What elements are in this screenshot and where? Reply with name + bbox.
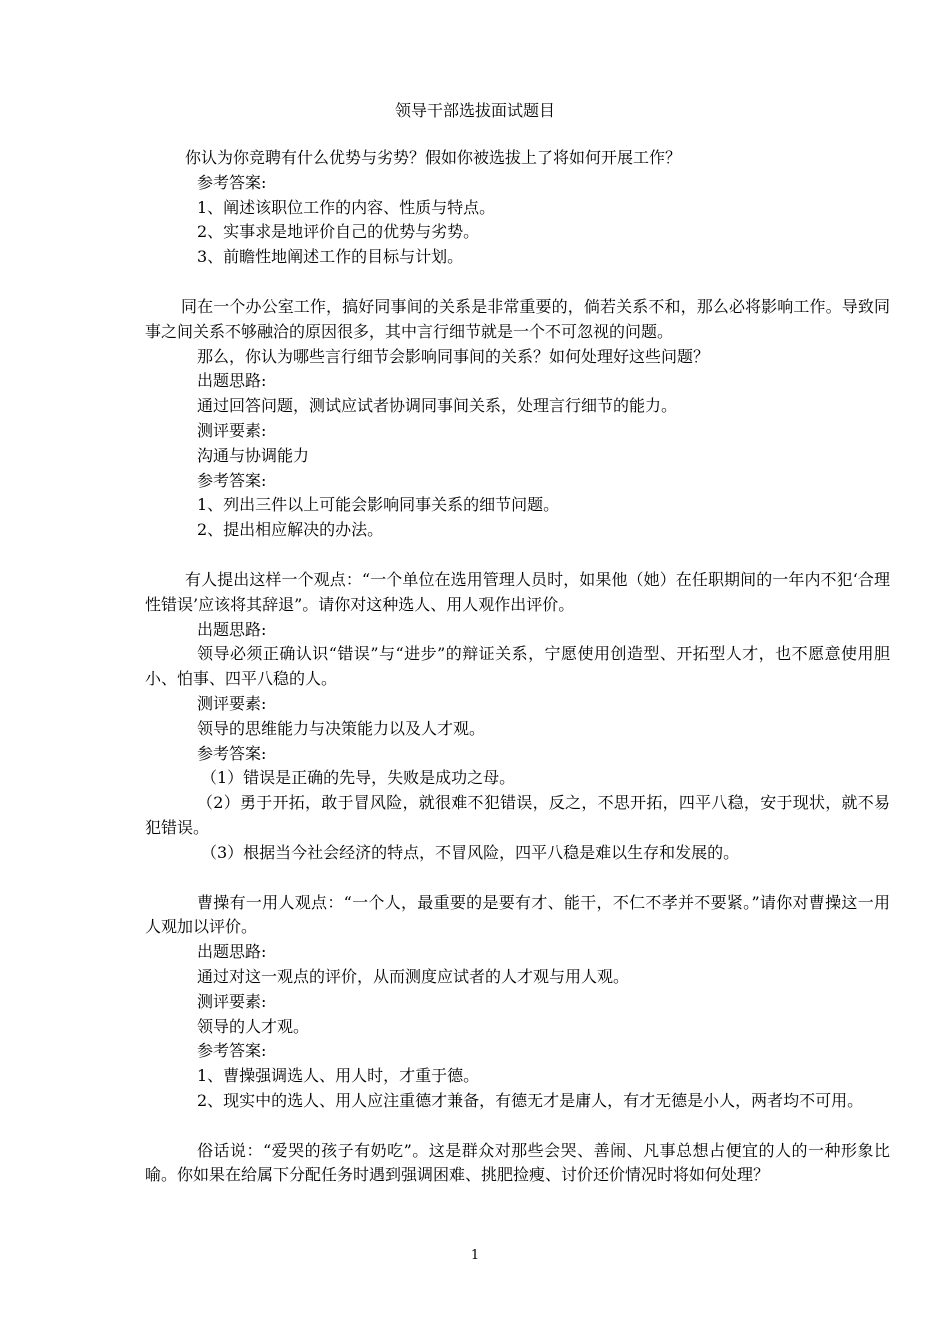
q1-answer-3: 3、前瞻性地阐述工作的目标与计划。 bbox=[197, 247, 464, 267]
q3-idea-label: 出题思路: bbox=[197, 619, 267, 639]
q3-element-label: 测评要素: bbox=[197, 693, 267, 713]
q4-question: 曹操有一用人观点：“一个人，最重要的是要有才、能干，不仁不孝并不要紧。”请你对曹操这一用人观加以评价。 bbox=[145, 892, 890, 937]
q2-element: 沟通与协调能力 bbox=[197, 445, 310, 465]
q2-idea: 通过回答问题，测试应试者协调同事间关系，处理言行细节的能力。 bbox=[197, 396, 678, 416]
q2-intro: 同在一个办公室工作，搞好同事间的关系是非常重要的，倘若关系不和，那么必将影响工作。导致同事之间关系不够融洽的原因很多，其中言行细节就是一个不可忽视的问题。 bbox=[145, 296, 890, 341]
q1-answer-2: 2、实事求是地评价自己的优势与劣势。 bbox=[197, 222, 480, 242]
document-body bbox=[145, 146, 890, 1188]
q2-answer-2: 2、提出相应解决的办法。 bbox=[197, 520, 384, 540]
q2-answer-1: 1、列出三件以上可能会影响同事关系的细节问题。 bbox=[197, 495, 560, 515]
q1-answer-label: 参考答案: bbox=[197, 172, 267, 192]
q2-question: 那么，你认为哪些言行细节会影响同事间的关系？如何处理好这些问题？ bbox=[197, 346, 710, 366]
q4-idea-label: 出题思路: bbox=[197, 942, 267, 962]
q3-answer-label: 参考答案: bbox=[197, 743, 267, 763]
spacer bbox=[145, 1114, 890, 1139]
q3-element: 领导的思维能力与决策能力以及人才观。 bbox=[197, 718, 486, 738]
q3-idea: 领导必须正确认识“错误”与“进步”的辩证关系，宁愿使用创造型、开拓型人才，也不愿意使用胆小、怕事、四平八稳的人。 bbox=[145, 644, 890, 689]
q4-answer-1: 1、曹操强调选人、用人时，才重于德。 bbox=[197, 1066, 480, 1086]
q1-answer-1: 1、阐述该职位工作的内容、性质与特点。 bbox=[197, 197, 496, 217]
spacer bbox=[145, 270, 890, 295]
q4-element: 领导的人才观。 bbox=[197, 1016, 310, 1036]
q2-element-label: 测评要素: bbox=[197, 420, 267, 440]
spacer bbox=[145, 866, 890, 891]
page-number: 1 bbox=[470, 1248, 480, 1263]
q2-idea-label: 出题思路: bbox=[197, 371, 267, 391]
q3-answer-2: （2）勇于开拓，敢于冒风险，就很难不犯错误，反之，不思开拓，四平八稳，安于现状，就不易犯错误。 bbox=[145, 793, 890, 837]
q3-question: 有人提出这样一个观点：“一个单位在选用管理人员时，如果他（她）在任职期间的一年内不犯‘合理性错误’应该将其辞退”。请你对这种选人、用人观作出评价。 bbox=[145, 569, 890, 614]
q4-element-label: 测评要素: bbox=[197, 991, 267, 1011]
q3-answer-1: （1）错误是正确的先导，失败是成功之母。 bbox=[201, 768, 516, 788]
q4-answer-2: 2、现实中的选人、用人应注重德才兼备，有德无才是庸人，有才无德是小人，两者均不可用。 bbox=[197, 1090, 864, 1110]
q2-answer-label: 参考答案: bbox=[197, 470, 267, 490]
document-title: 领导干部选拔面试题目 bbox=[394, 101, 555, 120]
q4-idea: 通过对这一观点的评价，从而测度应试者的人才观与用人观。 bbox=[197, 966, 630, 986]
q4-answer-label: 参考答案: bbox=[197, 1041, 267, 1061]
q1-question: 你认为你竞聘有什么优势与劣势？假如你被选拔上了将如何开展工作？ bbox=[185, 148, 682, 167]
q5-question: 俗话说：“爱哭的孩子有奶吃”。这是群众对那些会哭、善闹、凡事总想占便宜的人的一种形象比喻。你如果在给属下分配任务时遇到强调困难、挑肥捡瘦、讨价还价情况时将如何处理？ bbox=[145, 1140, 890, 1185]
q3-answer-3: （3）根据当今社会经济的特点，不冒风险，四平八稳是难以生存和发展的。 bbox=[201, 842, 740, 862]
spacer bbox=[145, 543, 890, 568]
